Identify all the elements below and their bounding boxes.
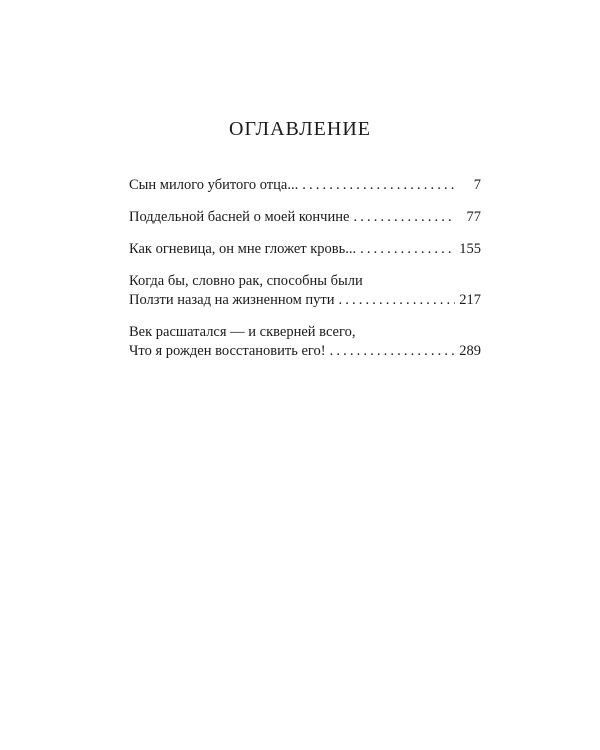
toc-entry-page: 217 bbox=[459, 292, 481, 308]
toc-entry[interactable] bbox=[129, 208, 481, 227]
toc-entry[interactable] bbox=[129, 240, 481, 259]
dot-leader bbox=[360, 240, 455, 259]
dot-leader bbox=[353, 208, 455, 227]
toc-entry-title: Поддельной басней о моей кончине bbox=[129, 209, 350, 225]
toc-entry-page: 77 bbox=[466, 209, 481, 225]
toc-title: ОГЛАВЛЕНИЕ bbox=[229, 118, 371, 140]
toc-entry-title: Сын милого убитого отца... bbox=[129, 177, 299, 193]
dot-leader bbox=[330, 342, 455, 361]
dot-leader bbox=[339, 291, 456, 310]
toc-entry-title-line: Век расшатался — и скверней всего, bbox=[129, 324, 356, 340]
dot-leader bbox=[302, 176, 455, 195]
toc-entry-page: 155 bbox=[459, 241, 481, 257]
toc-entry-page: 7 bbox=[473, 177, 481, 193]
toc-entry-page: 289 bbox=[459, 343, 481, 359]
table-of-contents bbox=[129, 176, 481, 374]
toc-entry[interactable] bbox=[129, 176, 481, 195]
toc-entry-title-line: Что я рожден восстановить его! bbox=[129, 343, 326, 359]
toc-entry-title-line: Ползти назад на жизненном пути bbox=[129, 292, 335, 308]
toc-entry[interactable] bbox=[129, 272, 481, 310]
toc-entry-title: Как огневица, он мне гложет кровь... bbox=[129, 241, 357, 257]
toc-entry[interactable] bbox=[129, 323, 481, 361]
toc-entry-title-line: Когда бы, словно рак, способны были bbox=[129, 273, 363, 289]
